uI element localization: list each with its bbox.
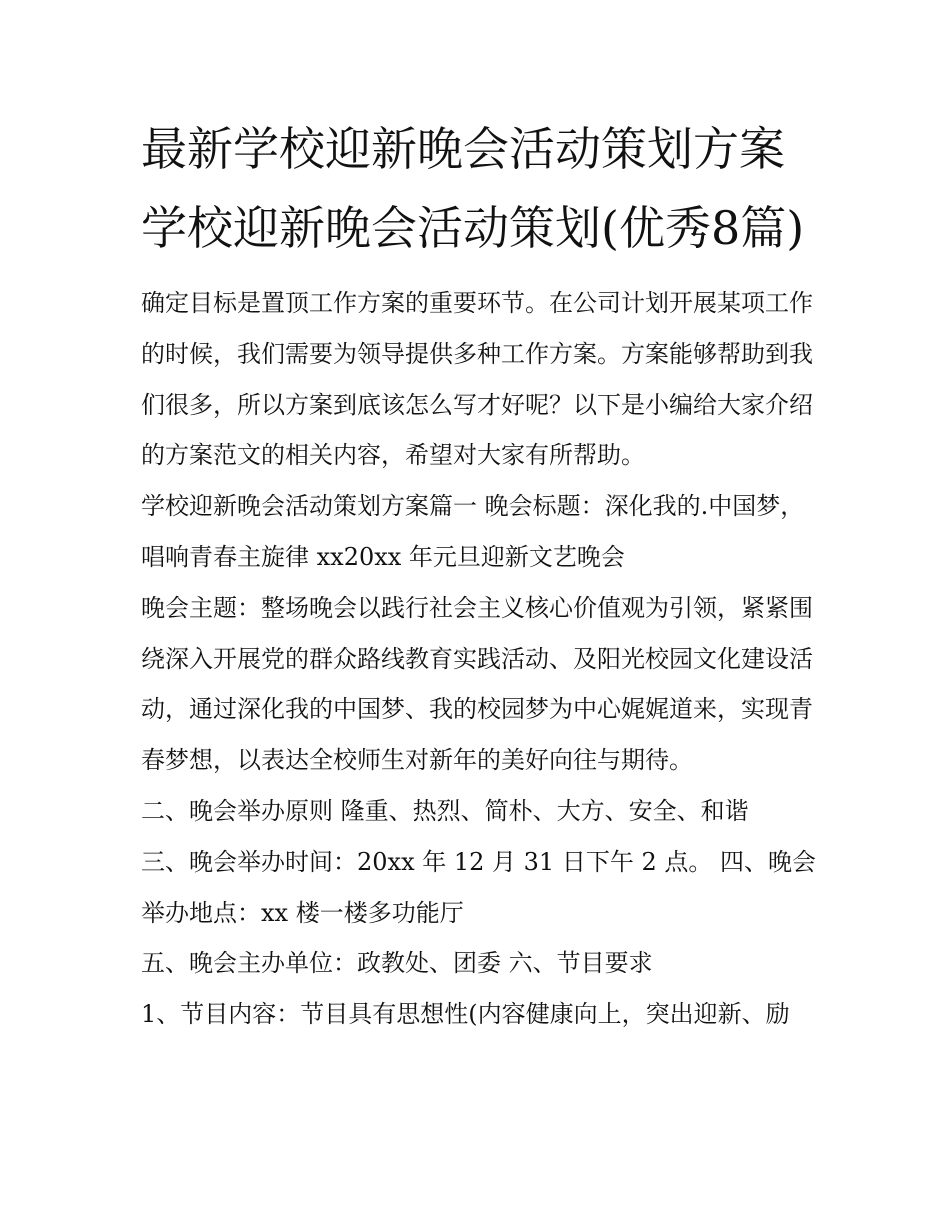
time-location-paragraph: 三、晚会举办时间：20xx 年 12 月 31 日下午 2 点。 四、晚会举办地点：xx 楼一楼多功能厅 — [141, 847, 816, 927]
organizer-paragraph: 五、晚会主办单位：政教处、团委 六、节目要求 — [141, 949, 653, 978]
theme-paragraph: 晚会主题：整场晚会以践行社会主义核心价值观为引领，紧紧围绕深入开展党的群众路线教育实践活动、及阳光校园文化建设活动，通过深化我的中国梦、我的校园梦为中心娓娓道来，实现青春梦想，以表达全校师生对新年的美好向往与期待。 — [141, 593, 813, 775]
section-heading-paragraph: 学校迎新晚会活动策划方案篇一 晚会标题：深化我的.中国梦，唱响青春主旋律 xx20xx 年元旦迎新文艺晚会 — [141, 492, 805, 571]
document-title: 最新学校迎新晚会活动策划方案 学校迎新晚会活动策划(优秀8篇) — [141, 122, 805, 255]
principle-paragraph: 二、晚会举办原则 隆重、热烈、简朴、大方、安全、和谐 — [141, 796, 749, 825]
document-body — [141, 278, 821, 1040]
document-content — [141, 110, 821, 1040]
program-content-paragraph: 1、节目内容：节目具有思想性(内容健康向上，突出迎新、励 — [141, 1000, 790, 1029]
intro-paragraph: 确定目标是置顶工作方案的重要环节。在公司计划开展某项工作的时候，我们需要为领导提供多种工作方案。方案能够帮助到我们很多，所以方案到底该怎么写才好呢？以下是小编给大家介绍的方案范文的相关内容，希望对大家有所帮助。 — [141, 289, 813, 470]
